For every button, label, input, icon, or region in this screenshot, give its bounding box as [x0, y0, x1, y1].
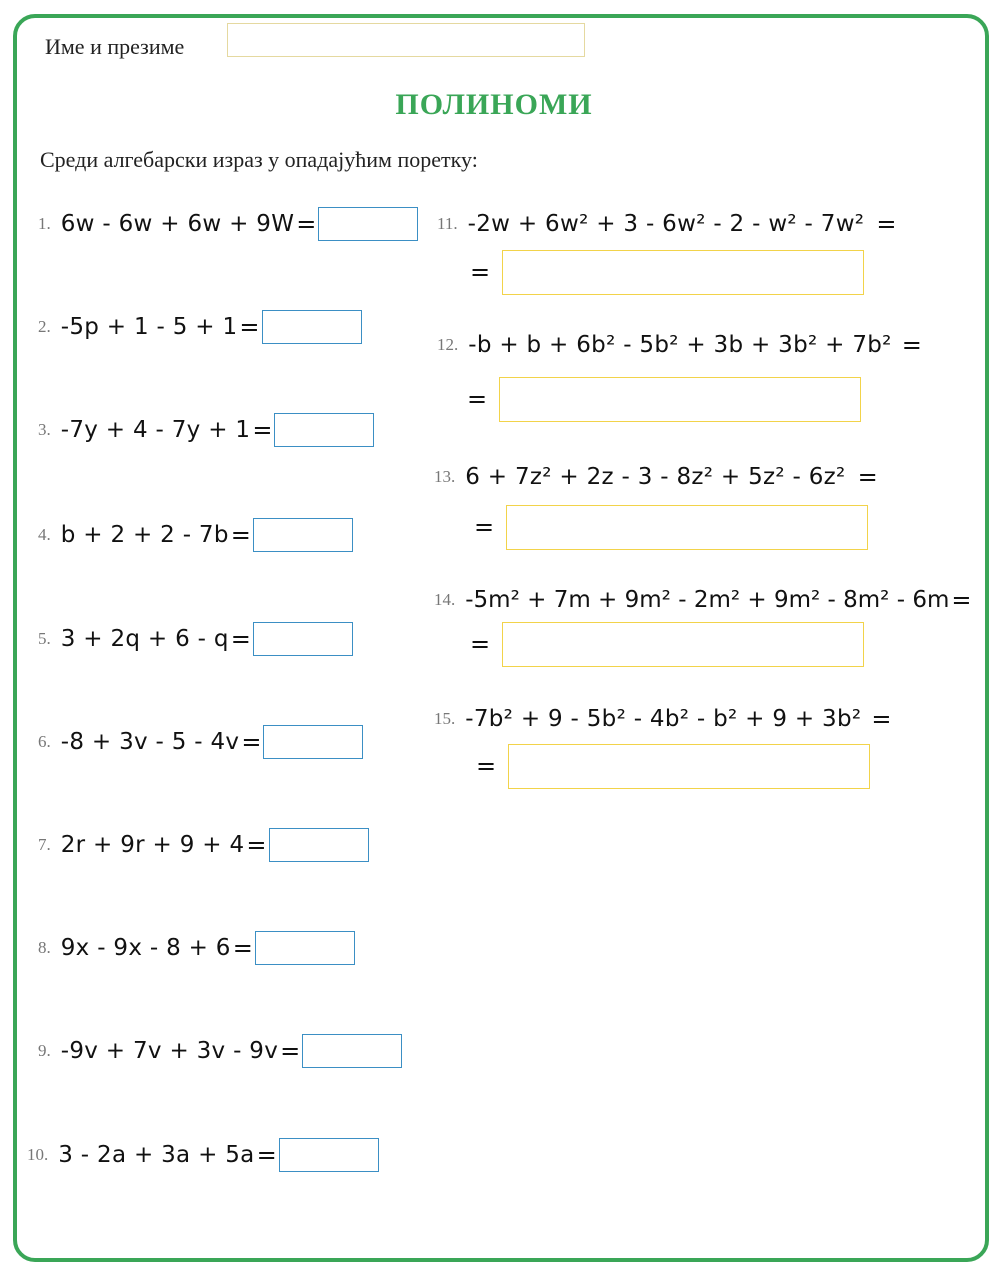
- answer-box-5[interactable]: [253, 622, 353, 656]
- exercise-number: 14.: [434, 590, 456, 609]
- answer-box-6[interactable]: [263, 725, 363, 759]
- exercise-expression: -b + b + 6b² - 5b² + 3b + 3b² + 7b²: [468, 332, 892, 358]
- exercise-number: 11.: [437, 214, 458, 233]
- exercise-number: 15.: [434, 709, 456, 728]
- exercise-number: 2.: [38, 317, 51, 336]
- exercise-13: [434, 463, 880, 491]
- equals-sign: =: [246, 831, 267, 859]
- exercise-number: 13.: [434, 467, 456, 486]
- equals-sign: =: [241, 728, 262, 756]
- page-title: ПОЛИНОМИ: [395, 88, 593, 121]
- exercise-expression: 9x - 9x - 8 + 6: [60, 935, 231, 961]
- exercise-5: [38, 622, 353, 656]
- equals-sign: =: [876, 210, 897, 238]
- equals-sign: =: [252, 416, 273, 444]
- exercise-3: [38, 413, 374, 447]
- exercise-number: 12.: [437, 335, 459, 354]
- exercise-expression: 6w - 6w + 6w + 9W: [60, 211, 295, 237]
- equals-sign: =: [467, 385, 488, 413]
- name-label: Име и презиме: [45, 34, 185, 59]
- exercise-expression: 3 - 2a + 3a + 5a: [58, 1142, 255, 1168]
- answer-box-4[interactable]: [253, 518, 353, 552]
- exercise-9: [38, 1034, 402, 1068]
- instruction-text: Среди алгебарски израз у опадајућим поретку:: [40, 147, 478, 172]
- equals-sign: =: [232, 934, 253, 962]
- exercise-number: 6.: [38, 732, 51, 751]
- answer-box-3[interactable]: [274, 413, 374, 447]
- exercise-15: [434, 705, 894, 733]
- answer-box-9[interactable]: [302, 1034, 402, 1068]
- exercise-number: 10.: [27, 1145, 49, 1164]
- answer-box-10[interactable]: [279, 1138, 379, 1172]
- equals-sign: =: [256, 1141, 277, 1169]
- answer-box-2[interactable]: [262, 310, 362, 344]
- answer-box-8[interactable]: [255, 931, 355, 965]
- answer-box-7[interactable]: [269, 828, 369, 862]
- exercise-10: [27, 1138, 379, 1172]
- exercise-expression: b + 2 + 2 - 7b: [60, 522, 229, 548]
- equals-sign: =: [871, 705, 892, 733]
- exercise-number: 5.: [38, 629, 51, 648]
- answer-box-15[interactable]: [508, 744, 870, 789]
- exercise-expression: 6 + 7z² + 2z - 3 - 8z² + 5z² - 6z²: [465, 464, 846, 490]
- exercise-number: 1.: [38, 214, 51, 233]
- exercise-expression: -2w + 6w² + 3 - 6w² - 2 - w² - 7w²: [467, 211, 865, 237]
- exercise-expression: -7b² + 9 - 5b² - 4b² - b² + 9 + 3b²: [465, 706, 862, 732]
- exercise-8: [38, 931, 355, 965]
- equals-sign: =: [951, 586, 972, 614]
- exercise-expression: 3 + 2q + 6 - q: [60, 626, 229, 652]
- exercise-7: [38, 828, 369, 862]
- equals-sign: =: [296, 210, 317, 238]
- answer-box-11[interactable]: [502, 250, 864, 295]
- exercise-11: [437, 210, 898, 238]
- exercise-number: 7.: [38, 835, 51, 854]
- exercise-4: [38, 518, 353, 552]
- exercise-number: 9.: [38, 1041, 51, 1060]
- exercise-number: 8.: [38, 938, 51, 957]
- exercise-2: [38, 310, 362, 344]
- answer-box-14[interactable]: [502, 622, 864, 667]
- exercise-14: [434, 586, 973, 614]
- equals-sign: =: [474, 513, 495, 541]
- equals-sign: =: [476, 752, 497, 780]
- exercise-number: 3.: [38, 420, 51, 439]
- exercise-expression: -5m² + 7m + 9m² - 2m² + 9m² - 8m² - 6m: [465, 587, 950, 613]
- exercise-12: [437, 331, 924, 359]
- exercise-expression: -5p + 1 - 5 + 1: [60, 314, 238, 340]
- equals-sign: =: [470, 630, 491, 658]
- exercise-expression: -9v + 7v + 3v - 9v: [60, 1038, 279, 1064]
- equals-sign: =: [280, 1037, 301, 1065]
- equals-sign: =: [901, 331, 922, 359]
- answer-box-13[interactable]: [506, 505, 868, 550]
- answer-box-1[interactable]: [318, 207, 418, 241]
- answer-box-12[interactable]: [499, 377, 861, 422]
- equals-sign: =: [470, 258, 491, 286]
- exercise-1: [38, 207, 418, 241]
- equals-sign: =: [239, 313, 260, 341]
- exercise-expression: 2r + 9r + 9 + 4: [60, 832, 245, 858]
- name-input[interactable]: [227, 23, 585, 57]
- exercise-6: [38, 725, 363, 759]
- exercise-expression: -8 + 3v - 5 - 4v: [60, 729, 240, 755]
- exercise-number: 4.: [38, 525, 51, 544]
- equals-sign: =: [857, 463, 878, 491]
- equals-sign: =: [230, 625, 251, 653]
- equals-sign: =: [230, 521, 251, 549]
- exercise-expression: -7y + 4 - 7y + 1: [60, 417, 251, 443]
